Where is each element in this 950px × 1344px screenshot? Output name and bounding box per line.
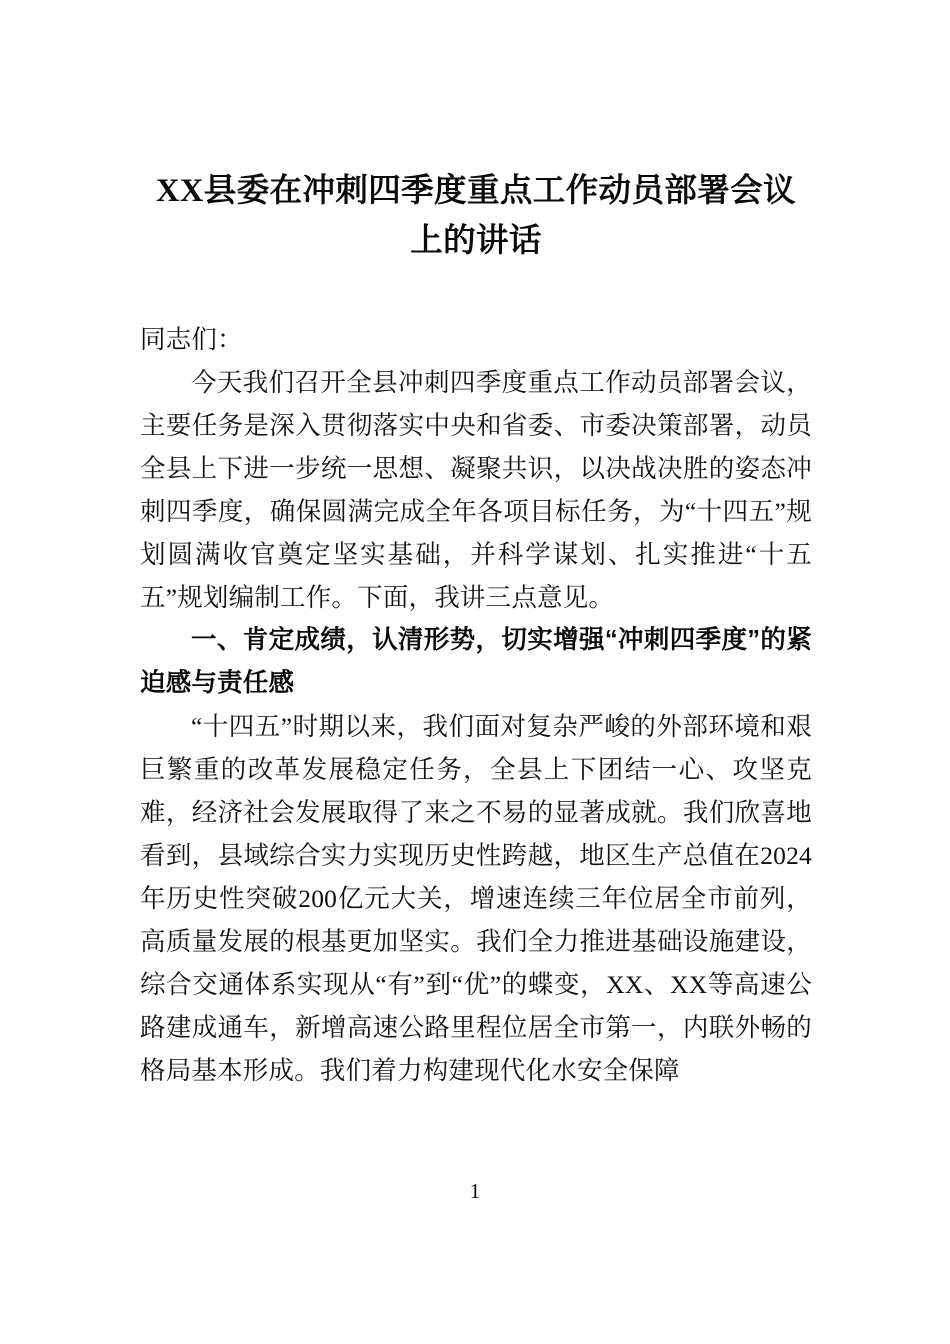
page-number: 1 (469, 1179, 481, 1203)
page-title: XX县委在冲刺四季度重点工作动员部署会议上的讲话 (156, 173, 796, 259)
paragraph-intro: 今天我们召开全县冲刺四季度重点工作动员部署会议，主要任务是深入贯彻落实中央和省委、市委决策部署，动员全县上下进一步统一思想、凝聚共识，以决战决胜的姿态冲刺四季度，确保圆满完成全年各项目标任务，为“十四五”规划圆满收官奠定坚实基础，并科学谋划、扎实推进“十五五”规划编制工作。下面，我讲三点意见。 (140, 368, 812, 612)
document-body (140, 0, 812, 1092)
salutation-text: 同志们： (140, 325, 243, 354)
section-heading-one: 一、肯定成绩，认清形势，切实增强“冲刺四季度”的紧迫感与责任感 (140, 626, 812, 697)
paragraph-achievements: “十四五”时期以来，我们面对复杂严峻的外部环境和艰巨繁重的改革发展稳定任务，全县上下团结一心、攻坚克难，经济社会发展取得了来之不易的显著成就。我们欣喜地看到，县域综合实力实现历史性跨越，地区生产总值在2024年历史性突破200亿元大关，增速连续三年位居全市前列，高质量发展的根基更加坚实。我们全力推进基础设施建设，综合交通体系实现从“有”到“优”的蝶变，XX、XX等高速公路建成通车，新增高速公路里程位居全市第一，内联外畅的格局基本形成。我们着力构建现代化水安全保障 (140, 712, 812, 1085)
